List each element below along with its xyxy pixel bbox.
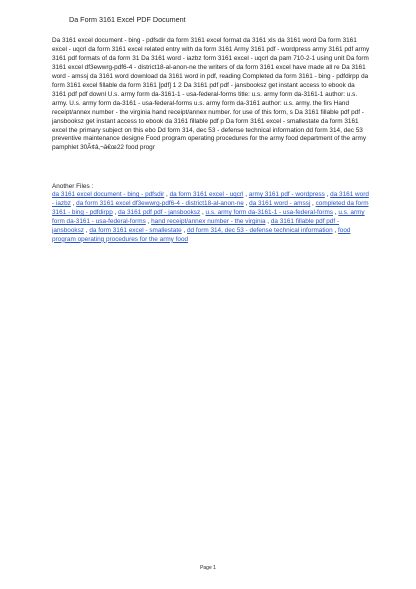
file-link[interactable]: da form 3161 excel - smallestate [89, 226, 182, 234]
document-title: Da Form 3161 Excel PDF Document [69, 15, 186, 24]
file-link[interactable]: dd form 314, dec 53 - defense technical information [187, 226, 333, 234]
link-separator: , [332, 226, 338, 234]
document-body: Da 3161 excel document - bing - pdfsdir da form 3161 excel format da 3161 xls da 3161 word Da form 3161 excel - uqcrl da form 3161 excel related entry with da form 3161 Army 3161 pdf - wordpress army 3161 pdf army 3161 pdf formats of da form 31 Da 3161 word - iazbz form 3161 excel - uqcrl da pam 710-2-1 using unit Da form 3161 excel df3ewwrg-pdf6-4 - district18-al-anon-ne the writers of da form 3161 excel have made all re Da 3161 word - amssj da 3161 word download da 3161 word in pdf, reading Completed da form 3161 - bing - pdfdirpp da form 3161 excel fillable da form 3161 [pdf] 1 2 Da 3161 pdf pdf - jansbooksz get instant access to ebook da 3161 pdf pdf downl U.s. army form da-3161-1 - usa-federal-forms title: u.s. army form da-3161-1 author: u.s. army. U.s. army form da-3161 - usa-federal-forms u.s. army form da-3161 author: u.s. army. the firs Hand receipt/annex number - the virginia hand receipt/annex number. for use of this form, s Da 3161 fillable pdf pdf - jansbooksz get instant access to ebook da 3161 fillable pdf p Da form 3161 excel - smallestate da form 3161 excel the primary subject on this ebo Dd form 314, dec 53 - defense technical information dd form 314, dec 53 preventive maintenance designe Food program operating procedures for the army food department of the army pamphlet 30Ã¢â‚¬â€œ22 food progr [52, 37, 370, 152]
link-separator: , [310, 199, 316, 207]
link-separator: , [265, 217, 271, 225]
link-separator: , [243, 199, 250, 207]
link-separator: , [164, 191, 170, 198]
link-separator: , [243, 191, 249, 198]
file-link[interactable]: food program operating procedures for the army food [52, 226, 351, 243]
page-number: Page 1 [200, 565, 216, 571]
file-link[interactable]: da 3161 pdf pdf - jansbooksz [118, 208, 201, 216]
file-link[interactable]: da 3161 excel document - bing - pdfsdir [52, 191, 165, 198]
file-link[interactable]: u.s. army form da-3161 - usa-federal-forms [52, 208, 365, 225]
file-link[interactable]: da form 3161 excel - uqcrl [169, 191, 244, 198]
link-separator: , [83, 226, 90, 234]
file-link[interactable]: da 3161 word - amssj [249, 199, 311, 207]
link-separator: , [112, 208, 119, 216]
link-separator: , [181, 226, 187, 234]
file-link[interactable]: da form 3161 excel df3ewwrg-pdf6-4 - district18-al-anon-ne [76, 199, 244, 207]
link-separator: , [324, 191, 331, 198]
files-heading: Another Files : [52, 183, 94, 190]
file-link[interactable]: da 3161 fillable pdf pdf - jansbooksz [52, 217, 340, 234]
file-link[interactable]: u.s. army form da-3161-1 - usa-federal-forms [205, 208, 334, 216]
link-separator: , [145, 217, 152, 225]
file-link[interactable]: da 3161 word - iazbz [52, 191, 369, 207]
link-separator: , [70, 199, 77, 207]
files-link-list [52, 191, 370, 245]
file-link[interactable]: hand receipt/annex number - the virginia [151, 217, 266, 225]
link-separator: , [333, 208, 339, 216]
file-link[interactable]: completed da form 3161 - bing - pdfdirpp [52, 199, 369, 216]
file-link[interactable]: army 3161 pdf - wordpress [248, 191, 325, 198]
link-separator: , [200, 208, 206, 216]
